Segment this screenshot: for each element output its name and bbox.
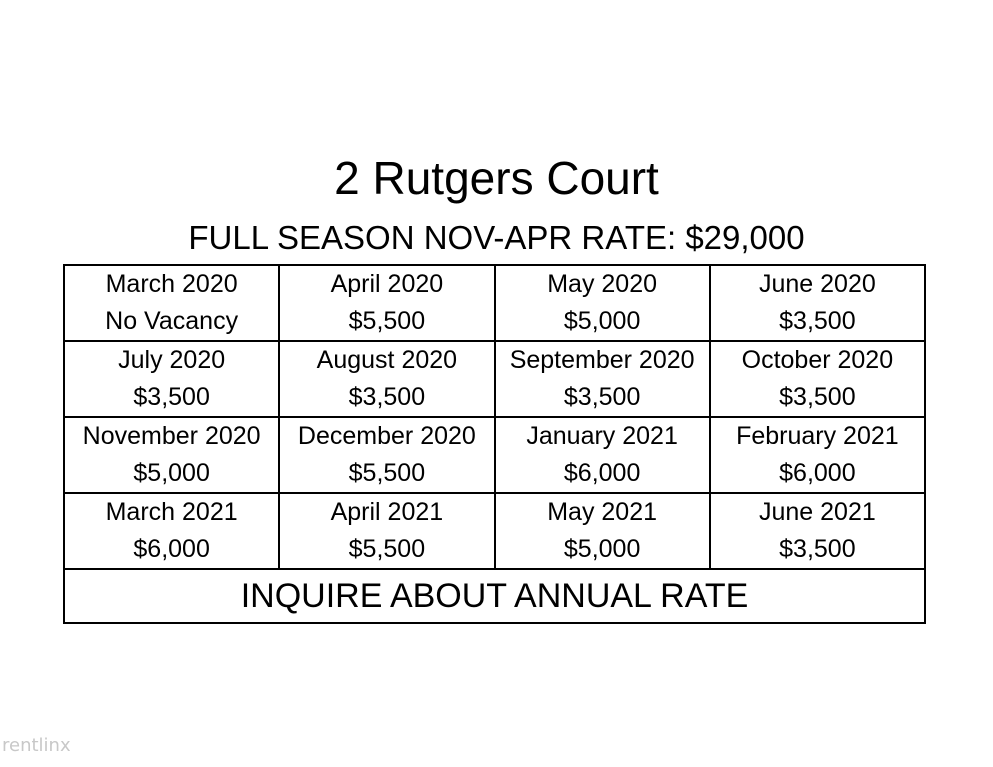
rate-cell: [279, 493, 494, 569]
month-label: August 2020: [316, 346, 458, 374]
rate-cell: [279, 265, 494, 341]
month-label: January 2021: [526, 422, 678, 450]
rate-value: $3,500: [563, 383, 641, 411]
rate-value: $5,500: [348, 307, 426, 335]
rate-cell: [495, 265, 710, 341]
rate-value: $3,500: [348, 383, 426, 411]
rate-value: $5,000: [133, 459, 210, 487]
month-label: May 2020: [547, 270, 658, 298]
month-label: June 2020: [758, 270, 876, 298]
watermark: rentlinx: [2, 735, 71, 756]
month-label: May 2021: [547, 498, 658, 526]
rate-cell: [279, 417, 494, 493]
page-title: 2 Rutgers Court: [334, 152, 659, 204]
month-label: October 2020: [741, 346, 894, 374]
annual-rate-note: INQUIRE ABOUT ANNUAL RATE: [64, 569, 925, 623]
rate-cell: [279, 341, 494, 417]
month-label: March 2021: [105, 498, 238, 526]
rate-value: $5,000: [563, 307, 641, 335]
rate-value: $3,500: [779, 383, 856, 411]
table-row: [64, 417, 925, 493]
month-label: November 2020: [82, 422, 261, 450]
month-label: September 2020: [509, 346, 695, 374]
month-label: March 2020: [105, 270, 238, 298]
rate-value: $5,500: [348, 535, 426, 563]
rate-value: $6,000: [563, 459, 641, 487]
rate-cell: [64, 265, 279, 341]
month-label: April 2020: [330, 270, 444, 298]
full-season-rate: FULL SEASON NOV-APR RATE: $29,000: [188, 219, 805, 256]
rate-value: $6,000: [133, 535, 210, 563]
rate-cell: [495, 493, 710, 569]
rate-cell: [64, 417, 279, 493]
rate-value: $6,000: [779, 459, 856, 487]
rate-value: $3,500: [133, 383, 210, 411]
rate-cell: [710, 265, 925, 341]
month-label: July 2020: [118, 346, 226, 374]
rate-cell: [64, 493, 279, 569]
month-label: April 2021: [330, 498, 444, 526]
rate-value: $3,500: [779, 307, 856, 335]
rate-value: No Vacancy: [105, 307, 239, 335]
month-label: June 2021: [758, 498, 876, 526]
rate-cell: [710, 417, 925, 493]
table-footer-row: [64, 569, 925, 623]
rate-value: $3,500: [779, 535, 856, 563]
rate-cell: [710, 341, 925, 417]
month-label: December 2020: [297, 422, 476, 450]
rate-cell: [710, 493, 925, 569]
rate-cell: [64, 341, 279, 417]
table-row: [64, 265, 925, 341]
rate-value: $5,000: [563, 535, 641, 563]
month-label: February 2021: [736, 422, 899, 450]
table-row: [64, 493, 925, 569]
table-row: [64, 341, 925, 417]
rate-cell: [495, 417, 710, 493]
rate-cell: [495, 341, 710, 417]
rate-table: [63, 264, 926, 624]
rate-value: $5,500: [348, 459, 426, 487]
